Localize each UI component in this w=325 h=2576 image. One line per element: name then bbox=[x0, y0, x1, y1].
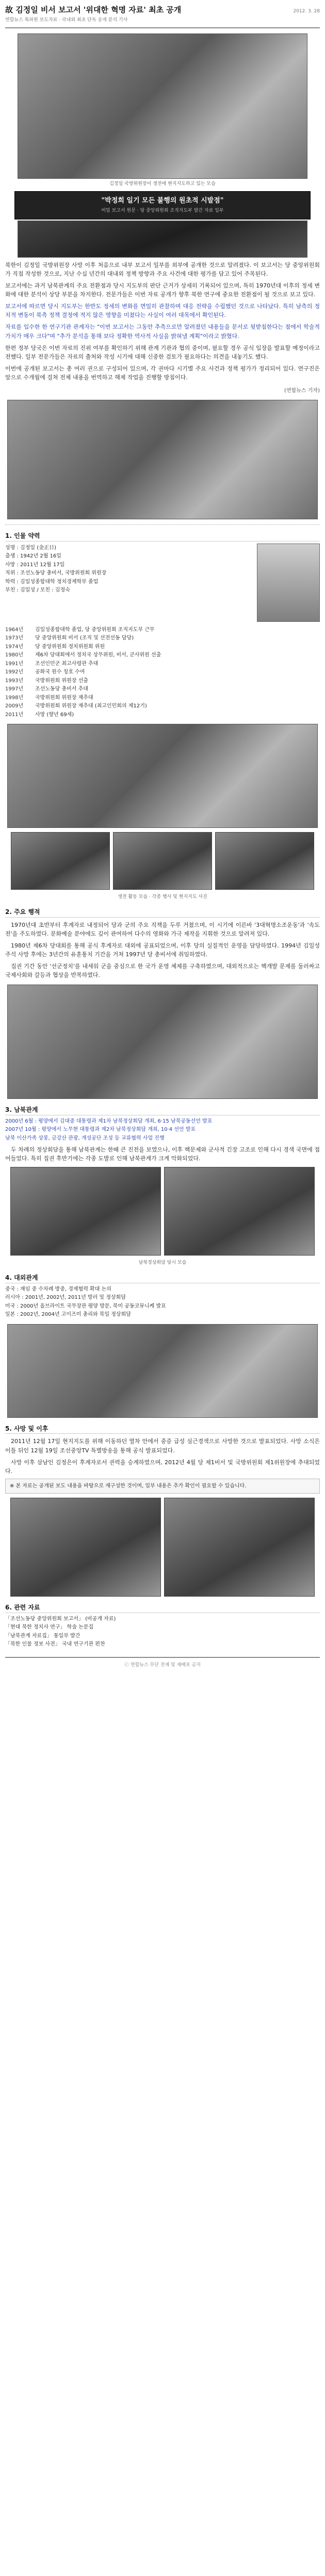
byline: (연합뉴스 기자) bbox=[284, 387, 320, 394]
profile-line: 성명 : 김정일 (金正日) bbox=[5, 545, 57, 551]
section-paragraph: 두 차례의 정상회담을 통해 남북관계는 한때 큰 진전을 보였으나, 이후 핵문제와 군사적 긴장 고조로 인해 다시 경색 국면에 접어들었다. 특히 집권 후반기에는 각종 도발로 인해 남북관계가 크게 악화되었다. bbox=[5, 1146, 320, 1162]
section-paragraph: 1980년 제6차 당대회를 통해 공식 후계자로 대외에 공표되었으며, 이후 당의 실질적인 운영을 담당하였다. 1994년 김일성 주석 사망 후에는 3년간의 유훈통치 기간을 거쳐 1997년 당 총비서에 취임하였다. bbox=[5, 942, 320, 958]
list-item: 일본 : 2002년, 2004년 고이즈미 총리와 북일 정상회담 bbox=[5, 1312, 131, 1318]
article-title: 故 김정일 비서 보고서 '위대한 혁명 자료' 최초 공개 bbox=[5, 5, 182, 14]
note-box: ※ 본 자료는 공개된 보도 내용을 바탕으로 재구성한 것이며, 일부 내용은 추가 확인이 필요할 수 있습니다. bbox=[5, 1479, 320, 1494]
timeline-item: 1998년 국방위원회 위원장 재추대 bbox=[5, 694, 93, 701]
timeline-item: 2009년 국방위원회 위원장 재추대 (최고인민회의 제12기) bbox=[5, 703, 147, 709]
gallery-photo bbox=[10, 1167, 161, 1256]
gallery-photo bbox=[215, 832, 314, 890]
section-paragraph: 사망 이후 삼남인 김정은이 후계자로서 권력을 승계하였으며, 2012년 4월 당 제1비서 및 국방위원회 제1위원장에 추대되었다. bbox=[5, 1459, 320, 1475]
section-title: 2. 주요 행적 bbox=[5, 907, 320, 918]
page-footer: ⓒ 연합뉴스 무단 전재 및 재배포 금지 bbox=[5, 1657, 320, 1673]
banner-stripe: 비밀 보고서 원문 · 당 중앙위원회 조직지도부 발간 자료 일부 bbox=[101, 208, 224, 214]
reference-item: 「북한 인물 정보 사전」 국내 연구기관 편찬 bbox=[5, 1641, 105, 1648]
section-paragraph: 1970년대 초반부터 후계자로 내정되어 당과 군의 주요 직책을 두루 거쳤으며, 이 시기에 이른바 '3대혁명소조운동'과 '속도전'을 주도하였다. 문화예술 분야에도 깊이 관여하여 다수의 영화와 가극 제작을 지휘한 것으로 알려져 있다. bbox=[5, 921, 320, 937]
section-title: 4. 대외관계 bbox=[5, 1273, 320, 1283]
section-title: 5. 사망 및 이후 bbox=[5, 1424, 320, 1434]
section-title: 3. 남북관계 bbox=[5, 1105, 320, 1115]
list-item: 2000년 6월 : 평양에서 김대중 대통령과 제1차 남북정상회담 개최, 6·15 남북공동선언 발표 bbox=[5, 1118, 213, 1124]
document-photo bbox=[7, 400, 318, 519]
gallery-caption: 생전 활동 모습 · 각종 행사 및 현지지도 사진 bbox=[118, 894, 207, 900]
article-date: 2012. 3. 28 bbox=[293, 9, 320, 14]
body-paragraph-blue: 자료를 입수한 한 연구기관 관계자는 "이번 보고서는 그동안 추측으로만 알려졌던 내용들을 문서로 뒷받침한다는 점에서 학술적 가치가 매우 크다"며 "추가 분석을 통해 보다 정확한 역사적 사실을 밝혀낼 계획"이라고 밝혔다. bbox=[5, 324, 320, 340]
timeline-item: 2011년 사망 (향년 69세) bbox=[5, 711, 74, 718]
photo-gallery bbox=[5, 1167, 320, 1256]
headline-banner bbox=[14, 191, 311, 219]
section-paragraph: 2011년 12월 17일 현지지도를 위해 이동하던 열차 안에서 중증 급성 심근경색으로 사망한 것으로 발표되었다. 사망 소식은 이틀 뒤인 12월 19일 조선중앙TV 특별방송을 통해 공식 발표되었다. bbox=[5, 1438, 320, 1454]
reference-item: 「조선노동당 중앙위원회 보고서」 (비공개 자료) bbox=[5, 1616, 116, 1622]
section-title: 6. 관련 자료 bbox=[5, 1603, 320, 1613]
gallery-photo bbox=[164, 1167, 315, 1256]
timeline-item: 1991년 조선인민군 최고사령관 추대 bbox=[5, 660, 99, 667]
photo-caption: 김정일 국방위원장이 생전에 현지지도하고 있는 모습 bbox=[109, 181, 216, 187]
profile-line: 출생 : 1942년 2월 16일 bbox=[5, 553, 61, 560]
list-item: 미국 : 2000년 올브라이트 국무장관 평양 방문, 북미 공동코뮤니케 발표 bbox=[5, 1303, 166, 1309]
profile-line: 사망 : 2011년 12월 17일 bbox=[5, 562, 65, 568]
intro-paragraph: 북한이 김정일 국방위원장 사망 이후 처음으로 내부 보고서 일부를 외부에 공개한 것으로 알려졌다. 이 보고서는 당 중앙위원회가 직접 작성한 것으로, 지난 수십 년간의 대내외 정책 방향과 주요 사건에 대한 평가를 담고 있어 주목된다. bbox=[5, 262, 320, 278]
gallery-photo bbox=[11, 832, 110, 890]
event-photo bbox=[7, 985, 318, 1099]
intro-paragraph: 보고서에는 과거 남북관계의 주요 전환점과 당시 지도부의 판단 근거가 상세히 기록되어 있으며, 특히 1970년대 이후의 정세 변화에 대한 분석이 상당 부분을 차지한다. 전문가들은 이번 자료 공개가 향후 북한 연구에 중요한 전환점이 될 것으로 보고 있다. bbox=[5, 282, 320, 298]
banner-photo-strip bbox=[18, 221, 307, 258]
reference-item: 「남북관계 자료집」 통일부 발간 bbox=[5, 1633, 80, 1639]
gallery-photo bbox=[10, 1498, 161, 1597]
gallery-caption: 남북정상회담 당시 모습 bbox=[138, 1260, 187, 1266]
banner-headline: "박정희 일기 모든 불행의 원초적 시발점" bbox=[101, 197, 224, 205]
photo-gallery bbox=[5, 1498, 320, 1597]
profile-info bbox=[5, 544, 252, 595]
body-paragraph-blue: 보고서에 따르면 당시 지도부는 한반도 정세의 변화를 면밀히 관찰하며 대응 전략을 수립했던 것으로 나타났다. 특히 남측의 정치적 변동이 북측 정책 결정에 적지 않은 영향을 미쳤다는 사실이 여러 대목에서 확인된다. bbox=[5, 303, 320, 319]
timeline-item: 1980년 제6차 당대회에서 정치국 상무위원, 비서, 군사위원 선출 bbox=[5, 652, 161, 658]
section-title: 1. 인물 약력 bbox=[5, 531, 320, 541]
profile-line: 직위 : 조선노동당 총비서, 국방위원회 위원장 bbox=[5, 570, 107, 577]
timeline-item: 1997년 조선노동당 총비서 추대 bbox=[5, 686, 88, 692]
profile-line: 학력 : 김일성종합대학 정치경제학부 졸업 bbox=[5, 579, 99, 585]
timeline-item: 1964년 김일성종합대학 졸업, 당 중앙위원회 조직지도부 근무 bbox=[5, 626, 155, 633]
photo-gallery bbox=[5, 832, 320, 890]
body-paragraph: 한편 정부 당국은 이번 자료의 진위 여부를 확인하기 위해 관계 기관과 협의 중이며, 필요할 경우 공식 입장을 발표할 예정이라고 전했다. 일부 전문가들은 자료의 출처와 작성 시기에 대해 신중한 검토가 필요하다는 의견을 내놓기도 했다. bbox=[5, 344, 320, 360]
divider bbox=[5, 524, 320, 525]
list-item: 남북 이산가족 상봉, 금강산 관광, 개성공단 조성 등 교류협력 사업 진행 bbox=[5, 1135, 165, 1141]
timeline-item: 1974년 당 중앙위원회 정치위원회 위원 bbox=[5, 643, 105, 650]
section-paragraph: 집권 기간 동안 '선군정치'를 내세워 군을 중심으로 한 국가 운영 체제를 구축하였으며, 대외적으로는 핵개발 문제를 둘러싸고 국제사회와 갈등과 협상을 반복하였다. bbox=[5, 963, 320, 979]
timeline-item: 1993년 국방위원회 위원장 선출 bbox=[5, 677, 88, 684]
gallery-photo bbox=[164, 1498, 315, 1597]
portrait-photo bbox=[257, 544, 320, 622]
timeline bbox=[5, 626, 320, 719]
profile-block bbox=[5, 544, 320, 622]
list-item: 러시아 : 2001년, 2002년, 2011년 방러 및 정상회담 bbox=[5, 1295, 126, 1301]
reference-item: 「현대 북한 정치사 연구」 학술 논문집 bbox=[5, 1624, 94, 1631]
timeline-item: 1973년 당 중앙위원회 비서 (조직 및 선전선동 담당) bbox=[5, 635, 134, 641]
ceremony-photo bbox=[18, 33, 307, 179]
list-item: 중국 : 재임 중 수차례 방중, 경제협력 확대 논의 bbox=[5, 1286, 111, 1292]
archive-photo bbox=[7, 724, 318, 828]
gallery-photo bbox=[113, 832, 212, 890]
profile-line: 부친 : 김일성 / 모친 : 김정숙 bbox=[5, 587, 70, 594]
diplomacy-photo bbox=[7, 1324, 318, 1418]
article-subtitle: 연합뉴스 특파원 보도자료 · 국내외 최초 단독 공개 분석 기사 bbox=[5, 18, 128, 23]
body-paragraph: 이번에 공개된 보고서는 총 여러 권으로 구성되어 있으며, 각 권마다 시기별 주요 사건과 정책 평가가 정리되어 있다. 연구진은 앞으로 수개월에 걸쳐 전체 내용을 번역하고 해제 작업을 진행할 방침이다. bbox=[5, 365, 320, 381]
timeline-item: 1992년 공화국 원수 칭호 수여 bbox=[5, 669, 85, 675]
list-item: 2007년 10월 : 평양에서 노무현 대통령과 제2차 남북정상회담 개최, 10·4 선언 발표 bbox=[5, 1127, 196, 1133]
article-header bbox=[5, 4, 320, 28]
